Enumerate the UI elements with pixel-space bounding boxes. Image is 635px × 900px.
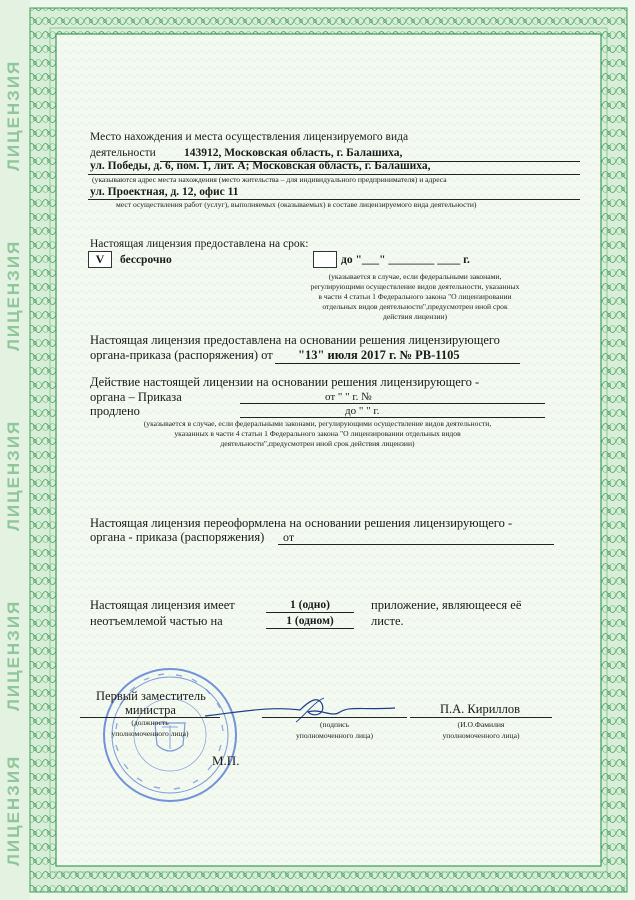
until-checkbox (313, 251, 337, 268)
address-line-3: ул. Проектная, д. 12, офис 11 (90, 186, 239, 198)
extension-order-value: от " " г. № (325, 391, 372, 403)
appendix-suffix-2: листе. (371, 614, 404, 628)
signature-underline (262, 717, 407, 718)
side-text-3: ЛИЦЕНЗИЯ (4, 419, 23, 531)
reissue-value: от (283, 530, 295, 544)
extension-line-1: Действие настоящей лицензии на основании решения лицензирующего - (90, 375, 480, 389)
stamp-place-label: М.П. (212, 753, 240, 768)
reissue-line-1: Настоящая лицензия переоформлена на основании решения лицензирующего - (90, 516, 513, 530)
address-hint-1: (указываются адрес места нахождения (место жительства – для индивидуального предпринимателя) и адреса (92, 175, 447, 184)
appendix-line-1: Настоящая лицензия имеет (90, 598, 235, 612)
name-hint-1: (И.О.Фамилия (457, 720, 505, 729)
side-text-5: ЛИЦЕНЗИЯ (4, 754, 23, 866)
basis-line-1: Настоящая лицензия предоставлена на основании решения лицензирующего (90, 333, 500, 347)
appendix-count-2: 1 (одном) (286, 615, 334, 627)
position-line-2: министра (125, 703, 176, 717)
extension-line-3: продлено (90, 404, 140, 418)
basis-value: "13" июля 2017 г. № РВ-1105 (298, 348, 460, 362)
position-hint-1: (должность (131, 718, 169, 727)
basis-underline (275, 363, 520, 364)
term-hint-5: действия лицензии) (382, 312, 448, 321)
appendix-suffix-1: приложение, являющееся её (371, 598, 522, 612)
extension-hint-2: указанных в части 4 статьи 1 Федерального закона "О лицензировании отдельных видов (174, 429, 461, 438)
address-hint-2: мест осуществления работ (услуг), выполняемых (оказываемых) в составе лицензируемого вида деятельности) (116, 200, 477, 209)
reissue-line-2: органа - приказа (распоряжения) (90, 530, 265, 544)
extension-hint-1: (указывается в случае, если федеральными законами, регулирующими осуществление видов деятельности, (143, 419, 492, 428)
until-date: до "___" ________ ____ г. (341, 254, 470, 266)
name-underline (410, 717, 552, 718)
appendix-underline-2 (266, 628, 354, 629)
name-hint-2: уполномоченного лица) (442, 731, 520, 740)
indefinite-checkbox: V (88, 251, 112, 268)
address-line-1: 143912, Московская область, г. Балашиха, (184, 147, 403, 159)
position-hint-2: уполномоченного лица) (111, 729, 189, 738)
extension-until-value: до " " г. (345, 405, 380, 417)
signature-hint-1: (подпись (320, 720, 349, 729)
extension-line-2: органа – Приказа (90, 390, 182, 404)
side-text-1: ЛИЦЕНЗИЯ (4, 59, 23, 171)
signature-hint-2: уполномоченного лица) (295, 731, 374, 740)
term-label: Настоящая лицензия предоставлена на срок: (90, 238, 309, 250)
basis-line-2: органа-приказа (распоряжения) от (90, 348, 273, 362)
appendix-underline-1 (266, 612, 354, 613)
address-line-2: ул. Победы, д. 6, пом. 1, лит. А; Московская область, г. Балашиха, (90, 160, 431, 172)
extension-underline-1 (240, 403, 545, 404)
indefinite-label: бессрочно (120, 254, 172, 266)
term-hint-3: в части 4 статьи 1 Федерального закона "О лицензировании (318, 292, 512, 301)
location-label-2: деятельности (90, 147, 156, 159)
term-hint-1: (указывается в случае, если федеральными законами, (328, 272, 502, 281)
side-text-4: ЛИЦЕНЗИЯ (4, 599, 23, 711)
side-text-2: ЛИЦЕНЗИЯ (4, 239, 23, 351)
extension-underline-2 (240, 417, 545, 418)
reissue-underline (278, 544, 554, 545)
term-hint-4: отдельных видов деятельности",предусмотрен иной срок (322, 302, 508, 311)
appendix-line-2: неотъемлемой частью на (90, 614, 223, 628)
signer-name: П.А. Кириллов (440, 702, 521, 716)
location-label-1: Место нахождения и места осуществления лицензируемого вида (90, 131, 409, 143)
appendix-count-1: 1 (одно) (290, 599, 330, 611)
extension-hint-3: деятельности",предусмотрен иной срок действия лицензии) (220, 439, 415, 448)
position-line-1: Первый заместитель (96, 689, 206, 703)
term-hint-2: регулирующими осуществление видов деятельности, указанных (310, 282, 520, 291)
